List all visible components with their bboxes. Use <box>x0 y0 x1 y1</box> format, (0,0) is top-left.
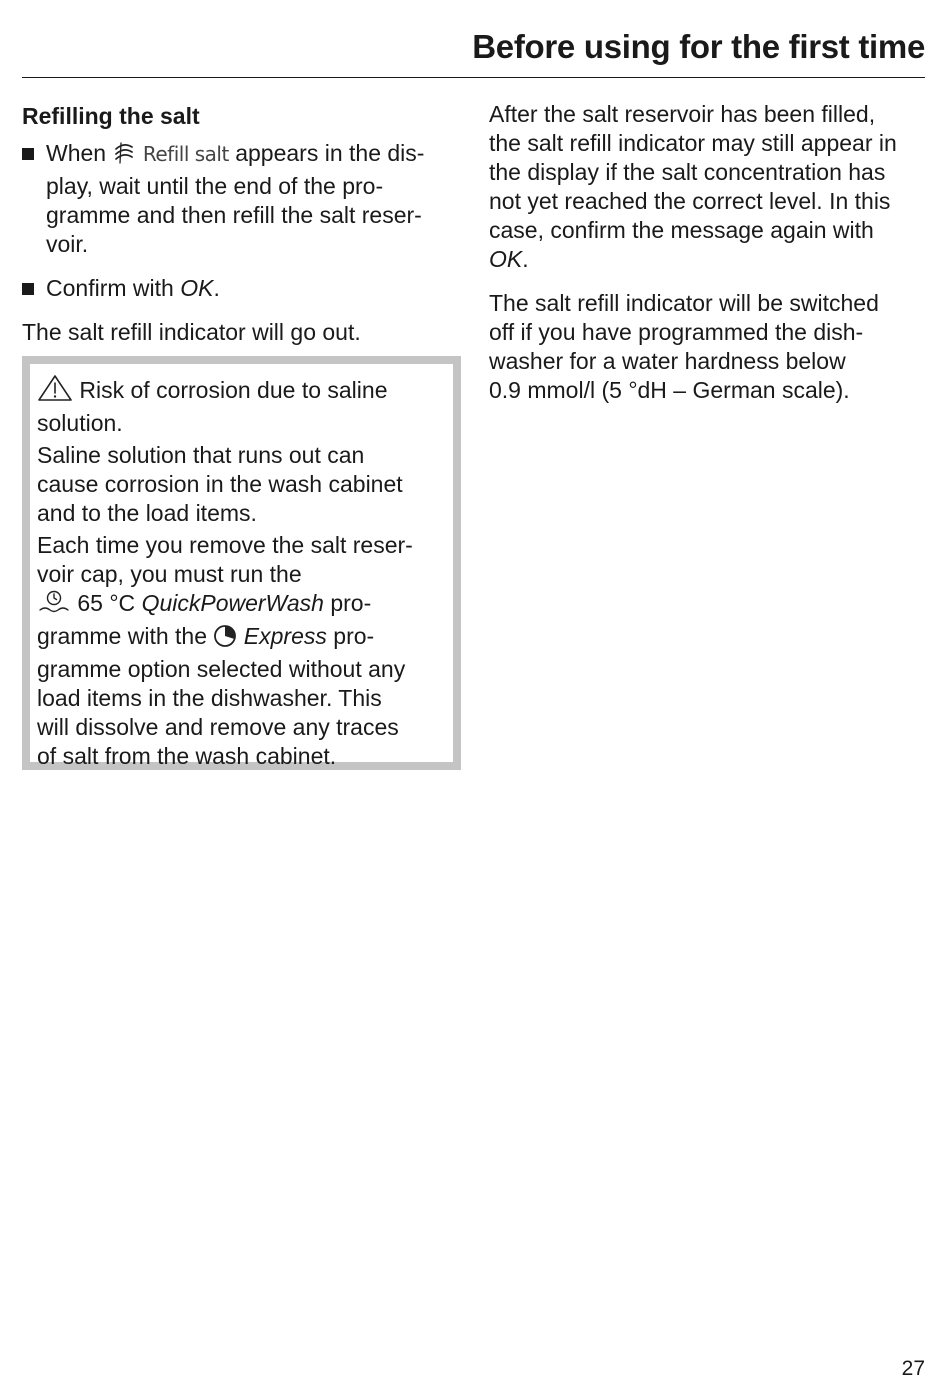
step-line: When Refill salt appears in the dis- <box>46 139 462 172</box>
option-name-express: Express <box>243 623 327 649</box>
right-column <box>489 100 934 420</box>
page-title: Before using for the first time <box>472 28 925 65</box>
program-name-quickpowerwash: QuickPowerWash <box>141 590 324 616</box>
step-line: play, wait until the end of the pro- <box>46 173 384 199</box>
step-line: voir. <box>46 231 89 257</box>
bullet-square <box>22 148 34 160</box>
warning-triangle-icon <box>37 374 73 409</box>
right-paragraph-1: After the salt reservoir has been filled, the salt refill indicator may still appear in the display if the salt concentration has not yet reached the correct level. In this case, confirm the message again with OK. <box>489 101 897 272</box>
result-text: The salt refill indicator will go out. <box>22 319 361 345</box>
express-option-icon <box>213 624 237 655</box>
warning-title: Risk of corrosion due to saline solution. <box>37 374 445 438</box>
warning-paragraph-2: Each time you remove the salt reser- voir cap, you must run the 65 °C QuickPowerWash pro- gramme with the Express pro- gramme option selected without any load items in the dishwasher. This will dissolve and remove any traces of salt from the wash cabinet. <box>37 532 413 769</box>
instruction-step-refill <box>22 139 462 259</box>
quickpowerwash-program-icon <box>37 589 71 622</box>
instruction-step-confirm: Confirm with OK. <box>22 274 462 303</box>
section-heading: Refilling the salt <box>22 103 200 129</box>
page-number: 27 <box>901 1357 925 1380</box>
bullet-square <box>22 283 34 295</box>
display-text-refill-salt: Refill salt <box>142 142 229 166</box>
step-line: gramme and then refill the salt reser- <box>46 202 422 228</box>
ok-key-label: OK <box>180 275 214 301</box>
left-column <box>22 100 462 362</box>
right-paragraph-2: The salt refill indicator will be switched off if you have programmed the dish- washer for a water hardness below 0.9 mmol/l (5 °dH – German scale). <box>489 290 879 403</box>
warning-box <box>22 356 461 770</box>
ok-key-label: OK <box>489 246 523 272</box>
header-divider <box>22 77 925 78</box>
warning-paragraph-1: Saline solution that runs out can cause corrosion in the wash cabinet and to the load items. <box>37 442 403 526</box>
salt-refill-icon <box>112 141 136 172</box>
